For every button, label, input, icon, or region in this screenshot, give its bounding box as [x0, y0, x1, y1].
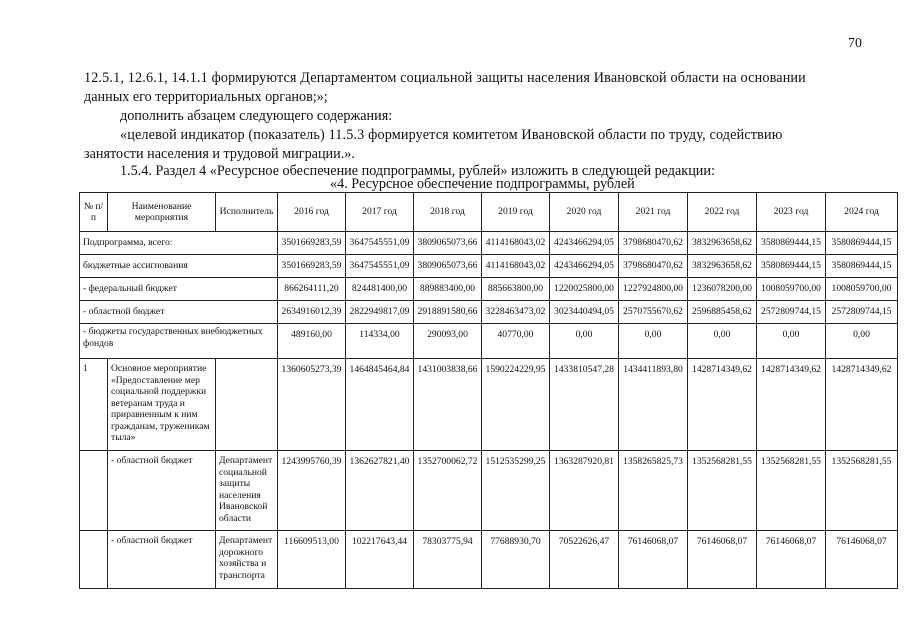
cell-value: 3809065073,66 — [414, 232, 482, 255]
cell-value: 1362627821,40 — [346, 451, 414, 531]
header-num: № п/п — [80, 193, 108, 232]
page-number: 70 — [848, 36, 862, 51]
cell-value: 3798680470,62 — [619, 255, 688, 278]
empty-cell — [80, 451, 108, 531]
header-executor: Исполнитель — [216, 193, 278, 232]
header-year: 2020 год — [550, 193, 619, 232]
cell-value: 1358265825,73 — [619, 451, 688, 531]
row-label: - областной бюджет — [80, 301, 278, 324]
cell-value: 3501669283,59 — [278, 232, 346, 255]
empty-cell — [80, 531, 108, 589]
paragraph-1-line-1: 12.5.1, 12.6.1, 14.1.1 формируются Департаментом социальной защиты населения Ивановской области на основании — [84, 70, 806, 86]
cell-value: 2634916012,39 — [278, 301, 346, 324]
cell-value: 2596885458,62 — [688, 301, 757, 324]
cell-value: 3647545551,09 — [346, 232, 414, 255]
cell-value: 3809065073,66 — [414, 255, 482, 278]
cell-value: 1236078200,00 — [688, 278, 757, 301]
cell-value: 76146068,07 — [826, 531, 898, 589]
cell-value: 1008059700,00 — [757, 278, 826, 301]
header-year: 2019 год — [482, 193, 550, 232]
paragraph-3-line-1: «целевой индикатор (показатель) 11.5.3 формируется комитетом Ивановской области по труду, содействию — [120, 127, 783, 143]
cell-value: 1008059700,00 — [826, 278, 898, 301]
cell-value: 0,00 — [550, 324, 619, 359]
cell-value: 76146068,07 — [757, 531, 826, 589]
cell-value: 116609513,00 — [278, 531, 346, 589]
cell-value: 0,00 — [757, 324, 826, 359]
row-executor: Департамент социальной защиты населения Ивановской области — [216, 451, 278, 531]
cell-value: 114334,00 — [346, 324, 414, 359]
cell-value: 1352700062,72 — [414, 451, 482, 531]
row-label: Подпрограмма, всего: — [80, 232, 278, 255]
table-row-sub-social — [80, 451, 898, 531]
event-name: Основное мероприятие «Предоставление мер социальной поддержки ветеранам труда и приравненным к ним гражданам, труженикам тыла» — [108, 359, 216, 451]
cell-value: 1431003838,66 — [414, 359, 482, 451]
cell-value: 1428714349,62 — [688, 359, 757, 451]
cell-value: 3832963658,62 — [688, 232, 757, 255]
cell-value: 0,00 — [826, 324, 898, 359]
table-row-federal — [80, 278, 898, 301]
cell-value: 3228463473,02 — [482, 301, 550, 324]
cell-value: 4243466294,05 — [550, 255, 619, 278]
cell-value: 885663800,00 — [482, 278, 550, 301]
cell-value: 1590224229,95 — [482, 359, 550, 451]
cell-value: 2572809744,15 — [826, 301, 898, 324]
header-year: 2017 год — [346, 193, 414, 232]
cell-value: 0,00 — [688, 324, 757, 359]
cell-value: 1363287920,81 — [550, 451, 619, 531]
paragraph-2: дополнить абзацем следующего содержания: — [120, 108, 393, 124]
cell-value: 489160,00 — [278, 324, 346, 359]
cell-value: 3832963658,62 — [688, 255, 757, 278]
event-executor — [216, 359, 278, 451]
cell-value: 76146068,07 — [619, 531, 688, 589]
cell-value: 3580869444,15 — [757, 232, 826, 255]
cell-value: 76146068,07 — [688, 531, 757, 589]
cell-value: 4114168043,02 — [482, 232, 550, 255]
cell-value: 290093,00 — [414, 324, 482, 359]
header-year: 2021 год — [619, 193, 688, 232]
cell-value: 3647545551,09 — [346, 255, 414, 278]
cell-value: 3501669283,59 — [278, 255, 346, 278]
header-name: Наименование мероприятия — [108, 193, 216, 232]
cell-value: 1352568281,55 — [757, 451, 826, 531]
cell-value: 824481400,00 — [346, 278, 414, 301]
table-row-total — [80, 232, 898, 255]
cell-value: 2822949817,09 — [346, 301, 414, 324]
cell-value: 0,00 — [619, 324, 688, 359]
row-label: - бюджеты государственных внебюджетных фондов — [80, 324, 278, 359]
row-executor: Департамент дорожного хозяйства и транспорта — [216, 531, 278, 589]
cell-value: 4114168043,02 — [482, 255, 550, 278]
cell-value: 1512535299,25 — [482, 451, 550, 531]
cell-value: 1352568281,55 — [688, 451, 757, 531]
cell-value: 1428714349,62 — [757, 359, 826, 451]
paragraph-4: 1.5.4. Раздел 4 «Ресурсное обеспечение подпрограммы, рублей» изложить в следующей редакции: — [120, 163, 715, 179]
cell-value: 1428714349,62 — [826, 359, 898, 451]
cell-value: 2918891580,66 — [414, 301, 482, 324]
cell-value: 3580869444,15 — [757, 255, 826, 278]
cell-value: 1227924800,00 — [619, 278, 688, 301]
table-row-sub-roads — [80, 531, 898, 589]
row-label: - областной бюджет — [108, 451, 216, 531]
event-number: 1 — [80, 359, 108, 451]
cell-value: 70522626,47 — [550, 531, 619, 589]
table-header-row — [80, 193, 898, 232]
cell-value: 3580869444,15 — [826, 232, 898, 255]
cell-value: 1352568281,55 — [826, 451, 898, 531]
table-caption: «4. Ресурсное обеспечение подпрограммы, рублей — [330, 176, 635, 192]
cell-value: 3023440494,05 — [550, 301, 619, 324]
header-year: 2024 год — [826, 193, 898, 232]
cell-value: 77688930,70 — [482, 531, 550, 589]
cell-value: 1220025800,00 — [550, 278, 619, 301]
cell-value: 3798680470,62 — [619, 232, 688, 255]
cell-value: 4243466294,05 — [550, 232, 619, 255]
header-year: 2023 год — [757, 193, 826, 232]
cell-value: 2570755670,62 — [619, 301, 688, 324]
resource-table — [79, 192, 898, 589]
cell-value: 1434411893,80 — [619, 359, 688, 451]
row-label: бюджетные ассигнования — [80, 255, 278, 278]
cell-value: 78303775,94 — [414, 531, 482, 589]
cell-value: 40770,00 — [482, 324, 550, 359]
paragraph-3-line-2: занятости населения и трудовой миграции.». — [84, 146, 355, 162]
cell-value: 2572809744,15 — [757, 301, 826, 324]
cell-value: 889883400,00 — [414, 278, 482, 301]
cell-value: 866264111,20 — [278, 278, 346, 301]
table-row-extrabudgetary — [80, 324, 898, 359]
cell-value: 1433810547,28 — [550, 359, 619, 451]
header-year: 2022 год — [688, 193, 757, 232]
table-row-regional — [80, 301, 898, 324]
cell-value: 1243995760,39 — [278, 451, 346, 531]
cell-value: 1464845464,84 — [346, 359, 414, 451]
header-year: 2018 год — [414, 193, 482, 232]
cell-value: 1360605273,39 — [278, 359, 346, 451]
cell-value: 102217643,44 — [346, 531, 414, 589]
cell-value: 3580869444,15 — [826, 255, 898, 278]
table-row-event-1 — [80, 359, 898, 451]
paragraph-1-line-2: данных его территориальных органов;»; — [84, 89, 328, 105]
row-label: - федеральный бюджет — [80, 278, 278, 301]
row-label: - областной бюджет — [108, 531, 216, 589]
table-row-budget — [80, 255, 898, 278]
header-year: 2016 год — [278, 193, 346, 232]
